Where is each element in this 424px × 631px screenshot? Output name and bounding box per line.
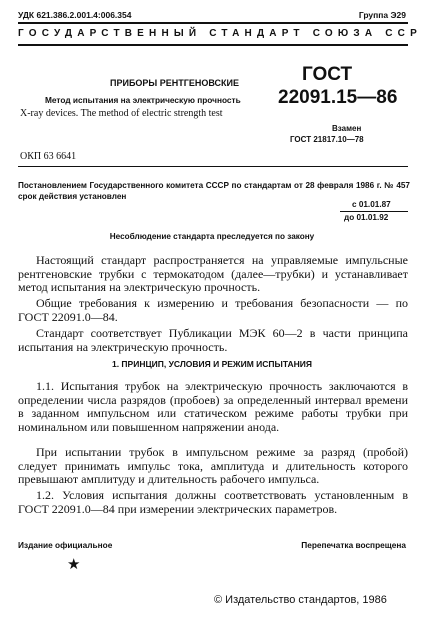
paragraph-iec-text: Стандарт соответствует Публикации МЭК 60—2 в части принципа испытания на электрическую прочность. <box>18 326 408 354</box>
org-title: ГОСУДАРСТВЕННЫЙ СТАНДАРТ СОЮЗА ССР <box>18 28 422 39</box>
legal-warning: Несоблюдение стандарта преследуется по закону <box>109 232 315 241</box>
paragraph-requirements-text: Общие требования к измерению и требования безопасности — по ГОСТ 22091.0—84. <box>18 296 408 324</box>
gost-label: ГОСТ <box>302 64 353 85</box>
paragraph-scope <box>18 254 408 295</box>
title-line3: X-ray devices. The method of electric strength test <box>20 108 223 119</box>
decree-text: Постановлением Государственного комитета СССР по стандартам от 28 февраля 1986 г. № 457 срок действия установлен <box>18 181 410 201</box>
udk-code: УДК 621.386.2.001.4:006.354 <box>18 10 132 20</box>
header-rule-top <box>18 22 408 24</box>
paragraph-pulse-text: При испытании трубок в импульсном режиме за разряд (пробой) следует принимать импульс тока, амплитуда и длительность которого превышают амплитуду и длительность рабочего импульса. <box>18 445 408 486</box>
validity-to: до 01.01.92 <box>344 213 389 222</box>
validity-from: с 01.01.87 <box>352 200 391 209</box>
paragraph-1-1 <box>18 380 408 434</box>
official-edition: Издание официальное <box>18 540 113 550</box>
paragraph-1-2 <box>18 489 408 516</box>
star-icon: ★ <box>67 555 81 573</box>
paragraph-scope-text: Настоящий стандарт распространяется на управляемые импульсные рентгеновские трубки с термокатодом (далее—трубки) и устанавливает метод испытания на электрическую прочность. <box>18 253 408 294</box>
paragraph-iec <box>18 327 408 354</box>
group-code: Группа Э29 <box>358 10 406 20</box>
paragraph-requirements <box>18 297 408 324</box>
title-line2: Метод испытания на электрическую прочность <box>45 95 241 105</box>
validity-rule <box>340 211 408 212</box>
gost-number: 22091.15—86 <box>278 87 398 108</box>
copyright: © Издательство стандартов, 1986 <box>214 594 387 606</box>
title-line1: ПРИБОРЫ РЕНТГЕНОВСКИЕ <box>110 78 239 88</box>
reprint-notice: Перепечатка воспрещена <box>301 540 406 550</box>
header-rule-bottom <box>18 44 408 46</box>
paragraph-pulse <box>18 446 408 487</box>
replace-label: Взамен <box>332 124 362 133</box>
paragraph-1-1-text: 1.1. Испытания трубок на электрическую прочность заключаются в определении числа разрядов (пробоев) за определенный интервал времени в заданном импульсном или статическом режиме работы трубки при номинальном или повышенном напряжении анода. <box>18 379 408 434</box>
okp-code: ОКП 63 6641 <box>20 151 77 162</box>
okp-rule <box>18 166 408 167</box>
section-heading: 1. ПРИНЦИП, УСЛОВИЯ И РЕЖИМ ИСПЫТАНИЯ <box>111 359 312 369</box>
paragraph-1-2-text: 1.2. Условия испытания должны соответствовать установленным в ГОСТ 22091.0—84 при измерении электрических параметров. <box>18 488 408 516</box>
replace-value: ГОСТ 21817.10—78 <box>290 135 364 144</box>
